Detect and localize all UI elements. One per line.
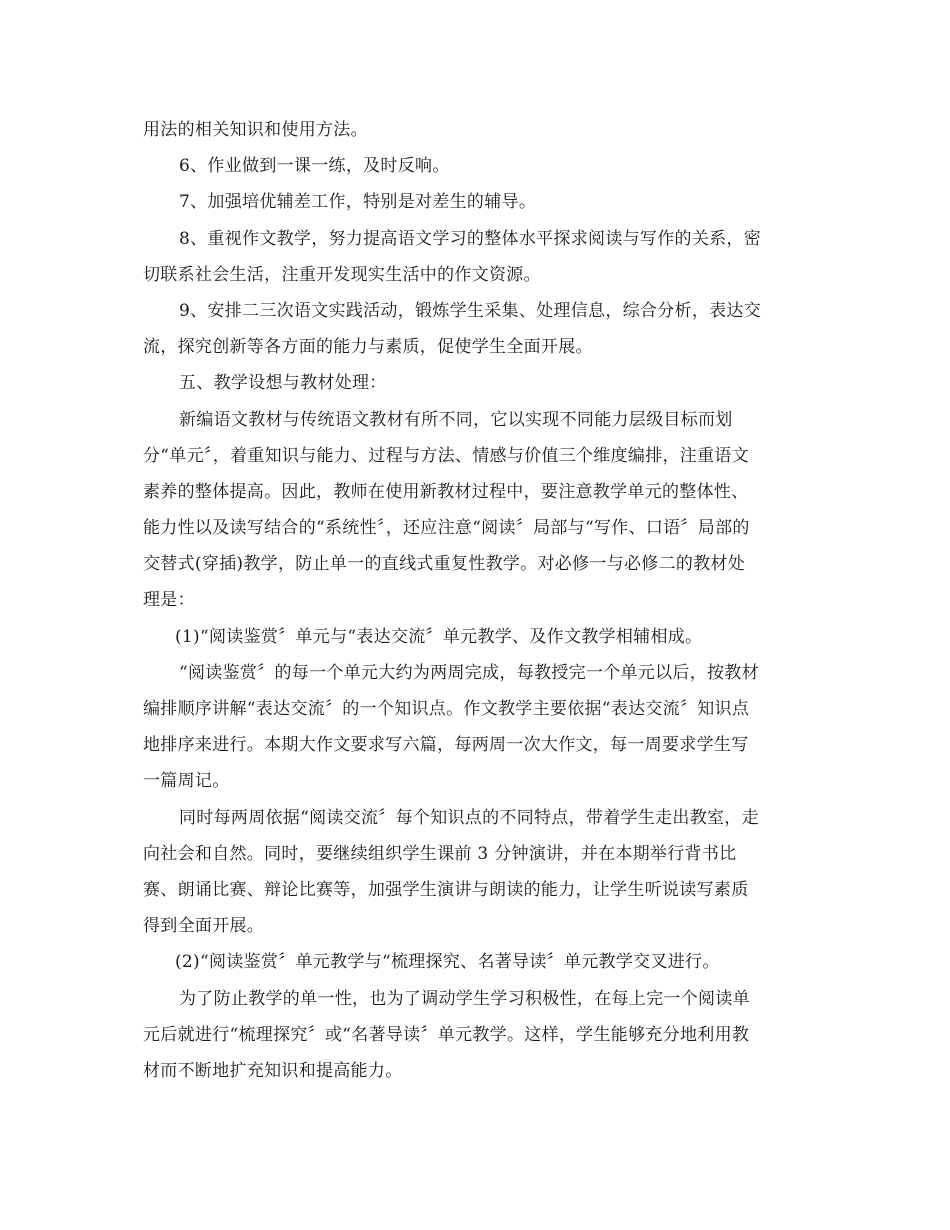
text-line: 一篇周记。: [143, 771, 230, 792]
text-line: 7、加强培优辅差工作，特别是对差生的辅导。: [179, 192, 537, 213]
text-line: 切联系社会生活，注重开发现实生活中的作文资源。: [143, 264, 541, 285]
document-body: [143, 112, 808, 1089]
text-line: 地排序来进行。本期大作文要求写六篇，每两周一次大作文，每一周要求学生写: [143, 735, 749, 756]
text-line: 材而不断地扩充知识和提高能力。: [143, 1060, 403, 1081]
text-line: 向社会和自然。同时，要继续组织学生课前 3 分钟演讲，并在本期举行背书比: [143, 843, 737, 864]
text-line: 编排顺序讲解“表达交流〞的一个知识点。作文教学主要依据“表达交流〞知识点: [143, 699, 750, 719]
text-line: 元后就进行“梳理探究〞或“名著导读〞单元教学。这样，学生能够充分地利用教: [143, 1024, 750, 1045]
text-line: 8、重视作文教学，努力提高语文学习的整体水平探求阅读与写作的关系，密: [179, 228, 762, 249]
text-line: “阅读鉴赏〞的每一个单元大约为两周完成，每教授完一个单元以后，按教材: [179, 662, 759, 683]
text-line: 能力性以及读写结合的“系统性〞，还应注意“阅读〞局部与“写作、口语〞局部的: [143, 518, 750, 539]
text-line: 6、作业做到一课一练，及时反响。: [179, 156, 450, 177]
text-line: 素养的整体提高。因此，教师在使用新教材过程中，要注意教学单元的整体性、: [143, 481, 749, 502]
text-line: 得到全面开展。: [143, 916, 265, 937]
section-heading: 五、教学设想与教材处理：: [179, 373, 387, 394]
text-line: 同时每两周依据“阅读交流〞每个知识点的不同特点，带着学生走出教室，走: [179, 807, 759, 828]
text-line: 流，探究创新等各方面的能力与素质，促使学生全面开展。: [143, 337, 593, 358]
text-line: 为了防止教学的单一性，也为了调动学生学习积极性，在每上完一个阅读单: [179, 988, 750, 1009]
text-line: 交替式(穿插)教学，防止单一的直线式重复性教学。对必修一与必修二的教材处: [143, 554, 746, 575]
text-line: 赛、朗诵比赛、辩论比赛等，加强学生演讲与朗读的能力，让学生听说读写素质: [143, 879, 749, 900]
text-line: 新编语文教材与传统语文教材有所不同，它以实现不同能力层级目标而划: [179, 409, 733, 430]
subsection-heading: (1)“阅读鉴赏〞单元与“表达交流〞单元教学、及作文教学相辅相成。: [175, 626, 703, 647]
text-line: 9、安排二三次语文实践活动，锻炼学生采集、处理信息，综合分析，表达交: [179, 300, 762, 321]
text-line: 分“单元〞，着重知识与能力、过程与方法、情感与价值三个维度编排，注重语文: [143, 445, 749, 466]
text-line: 用法的相关知识和使用方法。: [143, 120, 368, 140]
subsection-heading: (2)“阅读鉴赏〞单元教学与“梳理探究、名著导读〞单元教学交叉进行。: [175, 952, 720, 973]
text-line: 理是：: [143, 590, 195, 611]
